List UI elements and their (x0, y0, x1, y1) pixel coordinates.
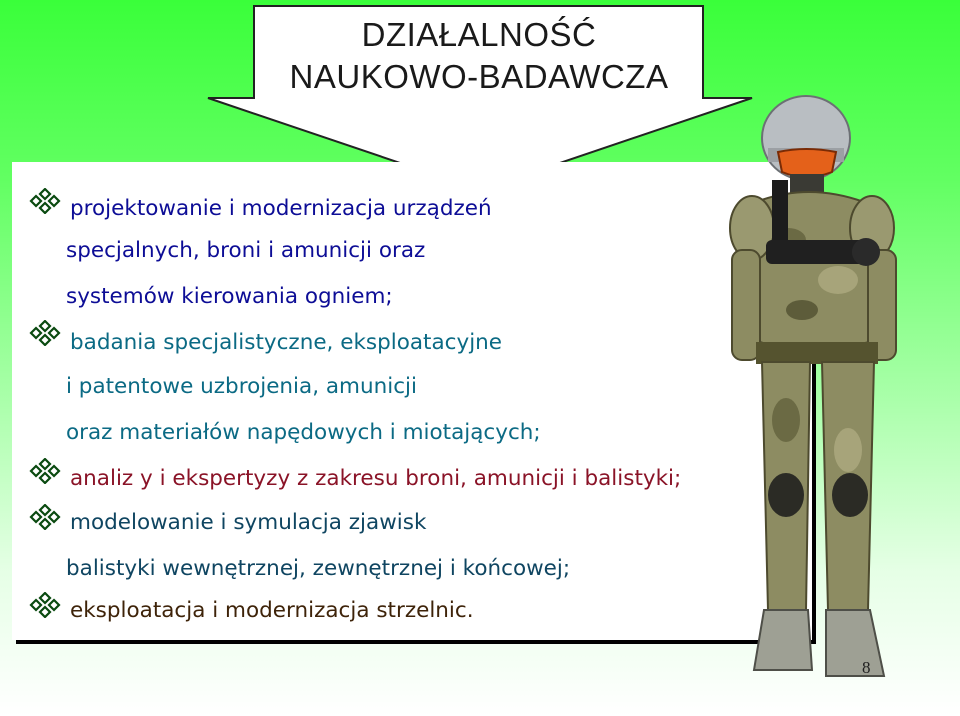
list-item-2-line-2: i patentowe uzbrojenia, amunicji (66, 374, 417, 399)
page-number: 8 (862, 658, 871, 677)
list-item-2-line-1: badania specjalistyczne, eksploatacyjne (70, 330, 503, 355)
title-line-2: NAUKOWO-BADAWCZA (289, 58, 669, 95)
four-diamond-bullet-icon (28, 592, 62, 618)
four-diamond-bullet-icon (28, 458, 62, 484)
list-item-1-line-2: specjalnych, broni i amunicji oraz (66, 238, 426, 263)
activity-list (12, 162, 812, 640)
list-item-4-line-1: modelowanie i symulacja zjawisk (70, 510, 427, 535)
title-line-1: DZIAŁALNOŚĆ (361, 16, 597, 53)
slide-title (256, 14, 702, 98)
list-item-5-line-1: eksploatacja i modernizacja strzelnic. (70, 598, 474, 623)
list-item-3-line-1: analiz y i ekspertyzy z zakresu broni, amunicji i balistyki; (70, 466, 682, 491)
soldier-in-armor-image (728, 90, 908, 690)
list-item-1-line-1: projektowanie i modernizacja urządzeń (70, 196, 492, 221)
four-diamond-bullet-icon (28, 188, 62, 214)
list-item-2-line-3: oraz materiałów napędowych i miotających; (66, 420, 541, 445)
four-diamond-bullet-icon (28, 504, 62, 530)
list-item-1-line-3: systemów kierowania ogniem; (66, 284, 393, 309)
list-item-4-line-2: balistyki wewnętrznej, zewnętrznej i końcowej; (66, 556, 571, 581)
four-diamond-bullet-icon (28, 320, 62, 346)
